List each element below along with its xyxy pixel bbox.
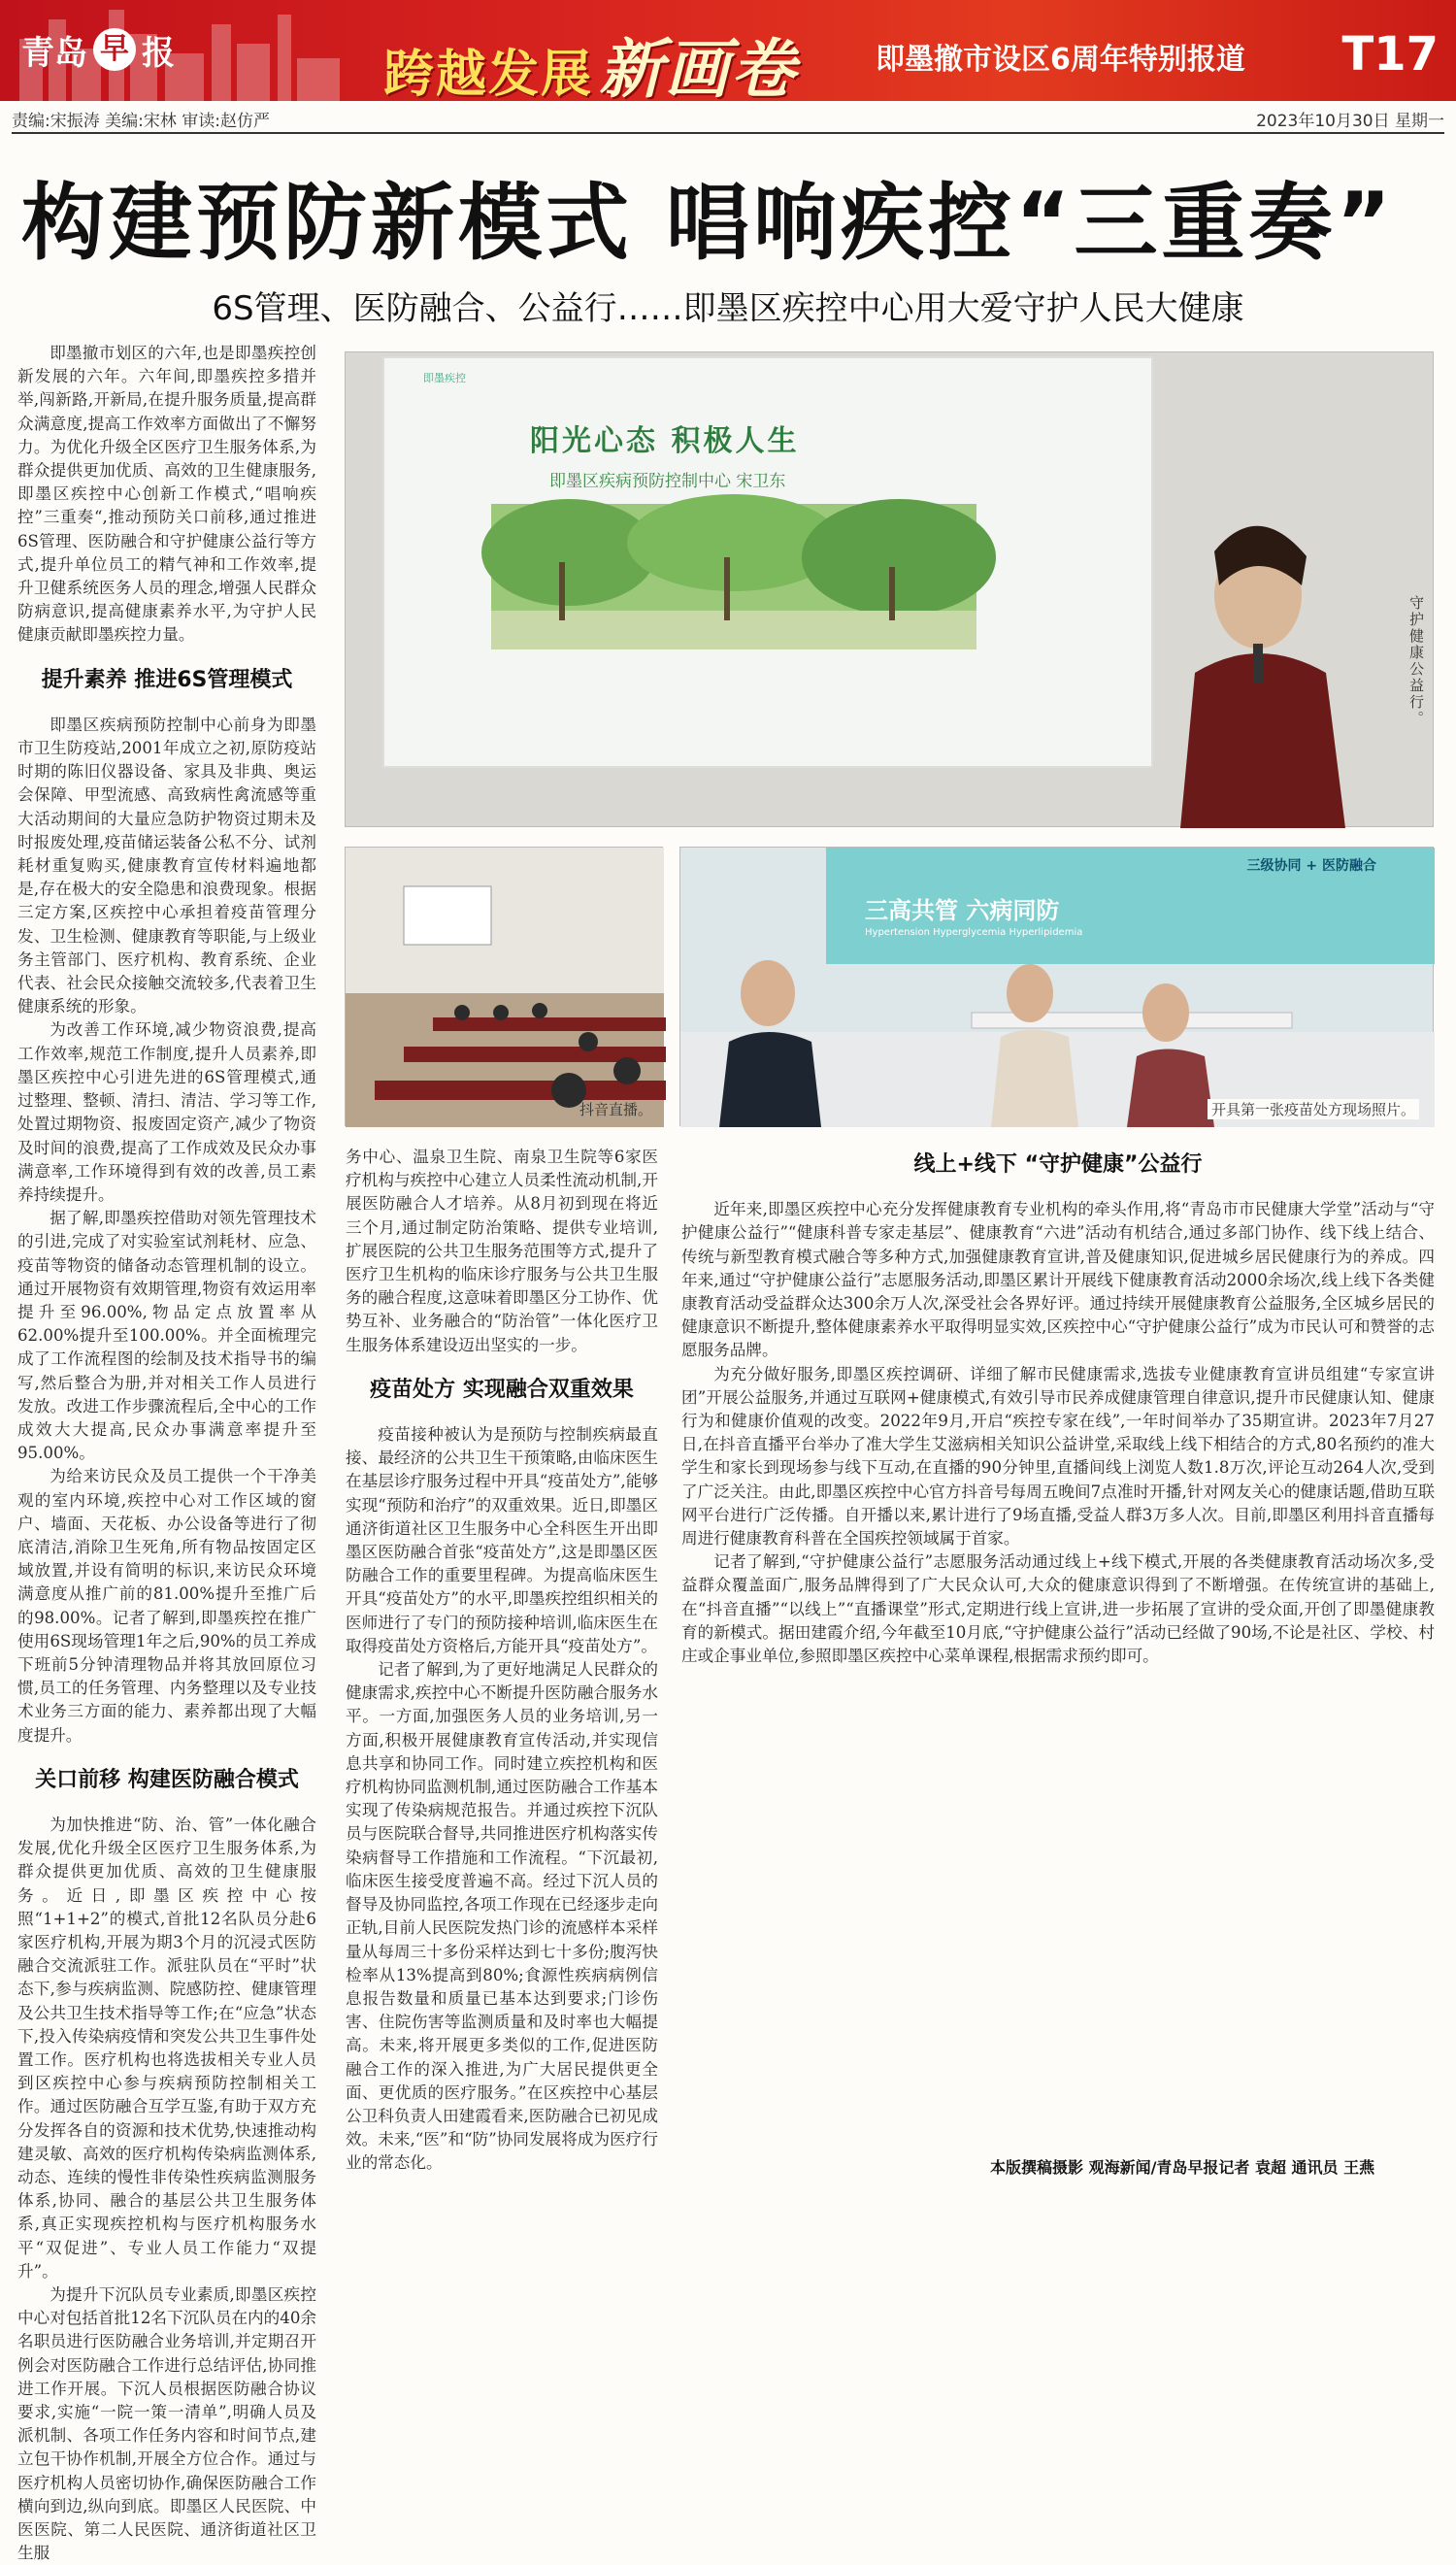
slide-title: 阳光心态 积极人生 bbox=[530, 424, 800, 458]
paragraph: 近年来,即墨区疾控中心充分发挥健康教育专业机构的牵头作用,将“青岛市市民健康大学堂”活动与“守护健康公益行”“健康科普专家走基层”、健康教育“六进”活动有机结合,通过多部门协作、线下线上结合、传统与新型教育模式融合等多种方式,加强健康教育宣讲,普及健康知识,促进城乡居民健康行为的养成。四年来,通过“守护健康公益行”志愿服务活动,即墨区累计开展线下健康教育活动2000余场次,线上线下各类健康教育活动受益群众达300余万人次,深受社会各界好评。通过持续开展健康教育公益服务,全区城乡居民的健康意识不断提升,整体健康素养水平取得明显实效,区疾控中心“守护健康公益行”成为市民认可和赞誉的志愿服务品牌。 bbox=[681, 1200, 1435, 1360]
newspaper-logo: 青岛 早 报 bbox=[21, 25, 175, 74]
column-3 bbox=[681, 1146, 1435, 2146]
paragraph: 为改善工作环境,减少物资浪费,提高工作效率,规范工作制度,提升人员素养,即墨区疾控中心引进先进的6S管理模式,通过整理、整顿、清扫、清洁、学习等工作,处置过期物资、报废固定资产,减少了物资及时间的浪费,提高了工作成效及民众办事满意率,工作环境得到有效的改善,员工素养持续提升。 bbox=[17, 1020, 316, 1204]
paragraph: 即墨区疾病预防控制中心前身为即墨市卫生防疫站,2001年成立之初,原防疫站时期的陈旧仪器设备、家具及非典、奥运会保障、甲型流感、高致病性禽流感等重大活动期间的大量应急防护物资过期未及时报废处理,疫苗储运装备公私不分、试剂耗材重复购买,健康教育宣传材料遍地都是,存在极大的安全隐患和浪费现象。根据三定方案,区疾控中心承担着疫苗管理分发、卫生检测、健康教育等职能,与上级业务主管部门、医疗机构、教育系统、企业代表、社会民众接触交流较多,代表着卫生健康系统的形象。 bbox=[17, 715, 316, 1016]
column-2 bbox=[346, 1146, 658, 2173]
paragraph: 记者了解到,为了更好地满足人民群众的健康需求,疾控中心不断提升医防融合服务水平。一方面,加强医务人员的业务培训,另一方面,积极开展健康教育宣传活动,并实现信息共享和协同工作。同时建立疾控机构和医疗机构协同监测机制,通过医防融合工作基本实现了传染病规范报告。并通过疾控下沉队员与医院联合督导,共同推进医疗机构落实传染病督导工作措施和工作流程。“下沉最初,临床医生接受度普遍不高。经过下沉人员的督导及协同监控,各项工作现在已经逐步走向正轨,目前人民医院发热门诊的流感样本采样量从每周三十多份采样达到七十多份;腹泻快检率从13%提高到80%;食源性疾病病例信息报告数量和质量已基本达到要求;门诊伤害、住院伤害等监测质量和及时率也大幅提高。未来,将开展更多类似的工作,促进医防融合工作的深入推进,为广大居民提供更全面、更优质的医疗服务。”在区疾控中心基层公卫科负责人田建霞看来,医防融合已初见成效。未来,“医”和“防”协同发展将成为医疗行业的常态化。 bbox=[346, 1660, 658, 2173]
paragraph: 为充分做好服务,即墨区疾控调研、详细了解市民健康需求,选拔专业健康教育宣讲员组建“专家宣讲团”开展公益服务,并通过互联网+健康模式,有效引导市民养成健康管理自律意识,提升市民健康认知、健康行为和健康价值观的改变。2022年9月,开启“疾控专家在线”,一年时间举办了35期宣讲。2023年7月27日,在抖音直播平台举办了准大学生艾滋病相关知识公益讲堂,采取线上线下相结合的方式,80名预约的准大学生和家长到现场参与线下互动,在直播的90分钟里,直播间线上浏览人数1.8万次,评论互动264人次,受到了广泛关注。由此,即墨区疾控中心官方抖音号每周五晚间7点准时开播,针对网友关心的健康话题,借助互联网平台进行广泛传播。自开播以来,累计进行了9场直播,受益人群3万多人次。目前,即墨区利用抖音直播每周进行健康教育科普在全国疾控领域属于首家。 bbox=[681, 1364, 1435, 1549]
slide-logo: 即墨疾控 bbox=[423, 372, 466, 384]
headline: 构建预防新模式 唱响疾控“三重奏” bbox=[21, 175, 1395, 272]
slide-subtitle: 即墨区疾病预防控制中心 宋卫东 bbox=[549, 472, 786, 491]
sign-line-2: 三高共管 六病同防 bbox=[865, 897, 1060, 924]
column-1 bbox=[17, 342, 316, 2563]
paragraph: 记者了解到,“守护健康公益行”志愿服务活动通过线上+线下模式,开展的各类健康教育活动场次多,受益群众覆盖面广,服务品牌得到了广大民众认可,大众的健康意识得到了不断增强。在传统宣讲的基础上,在“抖音直播”“以线上”“直播课堂”形式,定期进行线上宣讲,进一步拓展了宣讲的受众面,开创了即墨健康教育的新模式。据田建霞介绍,今年截至10月底,“守护健康公益行”活动已经做了90场,不论是社区、学校、村庄或企事业单位,参照即墨区疾控中心菜单课程,根据需求预约即可。 bbox=[681, 1552, 1435, 1666]
masthead-banner bbox=[0, 0, 1456, 107]
paragraph: 务中心、温泉卫生院、南泉卫生院等6家医疗机构与疾控中心建立人员柔性流动机制,开展医防融合人才培养。从8月初到现在将近三个月,通过制定防治策略、提供专业培训,扩展医院的公共卫生服务范围等方式,提升了医疗卫生机构的临床诊疗服务与公共卫生服务的融合程度,这意味着即墨区分工协作、优势互补、业务融合的“防治管”一体化医疗卫生服务体系建设迈出坚实的一步。 bbox=[346, 1148, 658, 1354]
paragraph: 为给来访民众及员工提供一个干净美观的室内环境,疾控中心对工作区域的窗户、墙面、天花板、办公设备等进行了彻底清洁,消除卫生死角,所有物品按固定区域放置,并设有简明的标识,来访民众环境满意度从推广前的81.00%提升至推广后的98.00%。记者了解到,即墨疾控在推广使用6S现场管理1年之后,90%的员工养成下班前5分钟清理物品并将其放回原位习惯,员工的任务管理、内务整理以及专业技术业务三方面的能力、素养都出现了大幅度提升。 bbox=[17, 1467, 316, 1745]
section-heading-fusion: 关口前移 构建医防融合模式 bbox=[35, 1767, 299, 1792]
paragraph: 为加快推进“防、治、管”一体化融合发展,优化升级全区医疗卫生服务体系,为群众提供更加优质、高效的卫生健康服务。近日,即墨区疾控中心按照“1+1+2”的模式,首批12名队员分赴6家医疗机构,开展为期3个月的沉浸式医防融合交流派驻工作。派驻队员在“平时”状态下,参与疾病监测、院感防控、健康管理及公共卫生技术指导等工作;在“应急”状态下,投入传染病疫情和突发公共卫生事件处置工作。医疗机构也将选拔相关专业人员到区疾控中心参与疾病预防控制相关工作。通过医防融合互学互鉴,有助于双方充分发挥各自的资源和技术优势,快速推动构建灵敏、高效的医疗机构传染病监测体系,动态、连续的慢性非传染性疾病监测服务体系,协同、融合的基层公共卫生服务体系,真正实现疾控机构与医疗机构服务水平“双促进”、专业人员工作能力“双提升”。 bbox=[17, 1815, 316, 2281]
livestream-caption: 抖音直播。 bbox=[579, 1101, 652, 1118]
banner-subtitle: 即墨撤市设区6周年特别报道 bbox=[876, 43, 1245, 77]
consultation-scene bbox=[680, 848, 1435, 1127]
byline-credit: 本版撰稿摄影 观海新闻/青岛早报记者 袁超 通讯员 王燕 bbox=[990, 2158, 1375, 2177]
lead-paragraph: 即墨撤市划区的六年,也是即墨疾控创新发展的六年。六年间,即墨疾控多措并举,闯新路,开新局,在提升服务质量,提高群众满意度,提高工作效率方面做出了不懈努力。为优化升级全区医疗卫生服务体系,为群众提供更加优质、高效的卫生健康服务,即墨区疾控中心创新工作模式,“唱响疾控”三重奏“,推动预防关口前移,通过推进6S管理、医防融合和守护健康公益行等方式,提升单位员工的精气神和工作效率,提升卫健系统医务人员的理念,增强人民群众防病意识,提高健康素养水平,为守护人民健康贡献即墨疾控力量。 bbox=[17, 344, 316, 645]
paragraph: 疫苗接种被认为是预防与控制疾病最直接、最经济的公共卫生干预策略,由临床医生在基层诊疗服务过程中开具“疫苗处方”,能够实现“预防和治疗”的双重效果。近日,即墨区通济街道社区卫生服务中心全科医生开出即墨区医防融合首张“疫苗处方”,这是即墨区医防融合工作的重要里程碑。为提高临床医生开具“疫苗处方”的水平,即墨疾控组织相关的医师进行了专门的预防接种培训,临床医生在取得疫苗处方资格后,方能开具“疫苗处方”。 bbox=[346, 1425, 658, 1655]
editor-line bbox=[12, 107, 1444, 134]
livestream-photo bbox=[345, 847, 663, 1126]
speaker-figure bbox=[346, 352, 1435, 828]
prescription-caption: 开具第一张疫苗处方现场照片。 bbox=[1208, 1099, 1419, 1119]
subheadline: 6S管理、医防融合、公益行……即墨区疾控中心用大爱守护人民大健康 bbox=[212, 289, 1244, 328]
section-heading-6s: 提升素养 推进6S管理模式 bbox=[41, 667, 293, 692]
prescription-photo bbox=[679, 847, 1434, 1126]
banner-title: 跨越发展新画卷 bbox=[383, 31, 798, 107]
classroom-scene bbox=[346, 848, 664, 1127]
main-photo bbox=[345, 351, 1434, 827]
main-photo-caption: 守护健康公益行。 bbox=[1407, 595, 1425, 727]
issue-date: 2023年10月30日 星期一 bbox=[1256, 112, 1444, 131]
editor-credits: 责编:宋振涛 美编:宋林 审读:赵仿严 bbox=[12, 112, 270, 131]
sign-line-1: 三级协同 + 医防融合 bbox=[1246, 858, 1376, 874]
page-number: T17 bbox=[1341, 27, 1439, 82]
sign-line-3: Hypertension Hyperglycemia Hyperlipidemia bbox=[865, 927, 1083, 938]
section-heading-online: 线上+线下 “守护健康”公益行 bbox=[913, 1152, 1203, 1177]
section-heading-vaccine: 疫苗处方 实现融合双重效果 bbox=[370, 1377, 634, 1402]
paragraph: 为提升下沉队员专业素质,即墨区疾控中心对包括首批12名下沉队员在内的40余名职员进行医防融合业务培训,并定期召开例会对医防融合工作进行总结评估,协同推进工作开展。下沉人员根据医防融合协议要求,实施“一院一策一清单”,明确人员及派机制、各项工作任务内容和时间节点,建立包干协作机制,开展全方位合作。通过与医疗机构人员密切协作,确保医防融合工作横向到边,纵向到底。即墨区人民医院、中医医院、第二人民医院、通济街道社区卫生服 bbox=[17, 2285, 316, 2563]
paragraph: 据了解,即墨疾控借助对领先管理技术的引进,完成了对实验室试剂耗材、应急、疫苗等物资的储备动态管理机制的设立。通过开展物资有效期管理,物资有效运用率提升至96.00%,物品定点放置率从62.00%提升至100.00%。并全面梳理完成了工作流程图的绘制及技术指导书的编写,然后整合为册,并对相关工作人员进行发放。改进工作步骤流程后,全中心的工作成效大大提高,民众办事满意率提升至95.00%。 bbox=[17, 1209, 316, 1463]
